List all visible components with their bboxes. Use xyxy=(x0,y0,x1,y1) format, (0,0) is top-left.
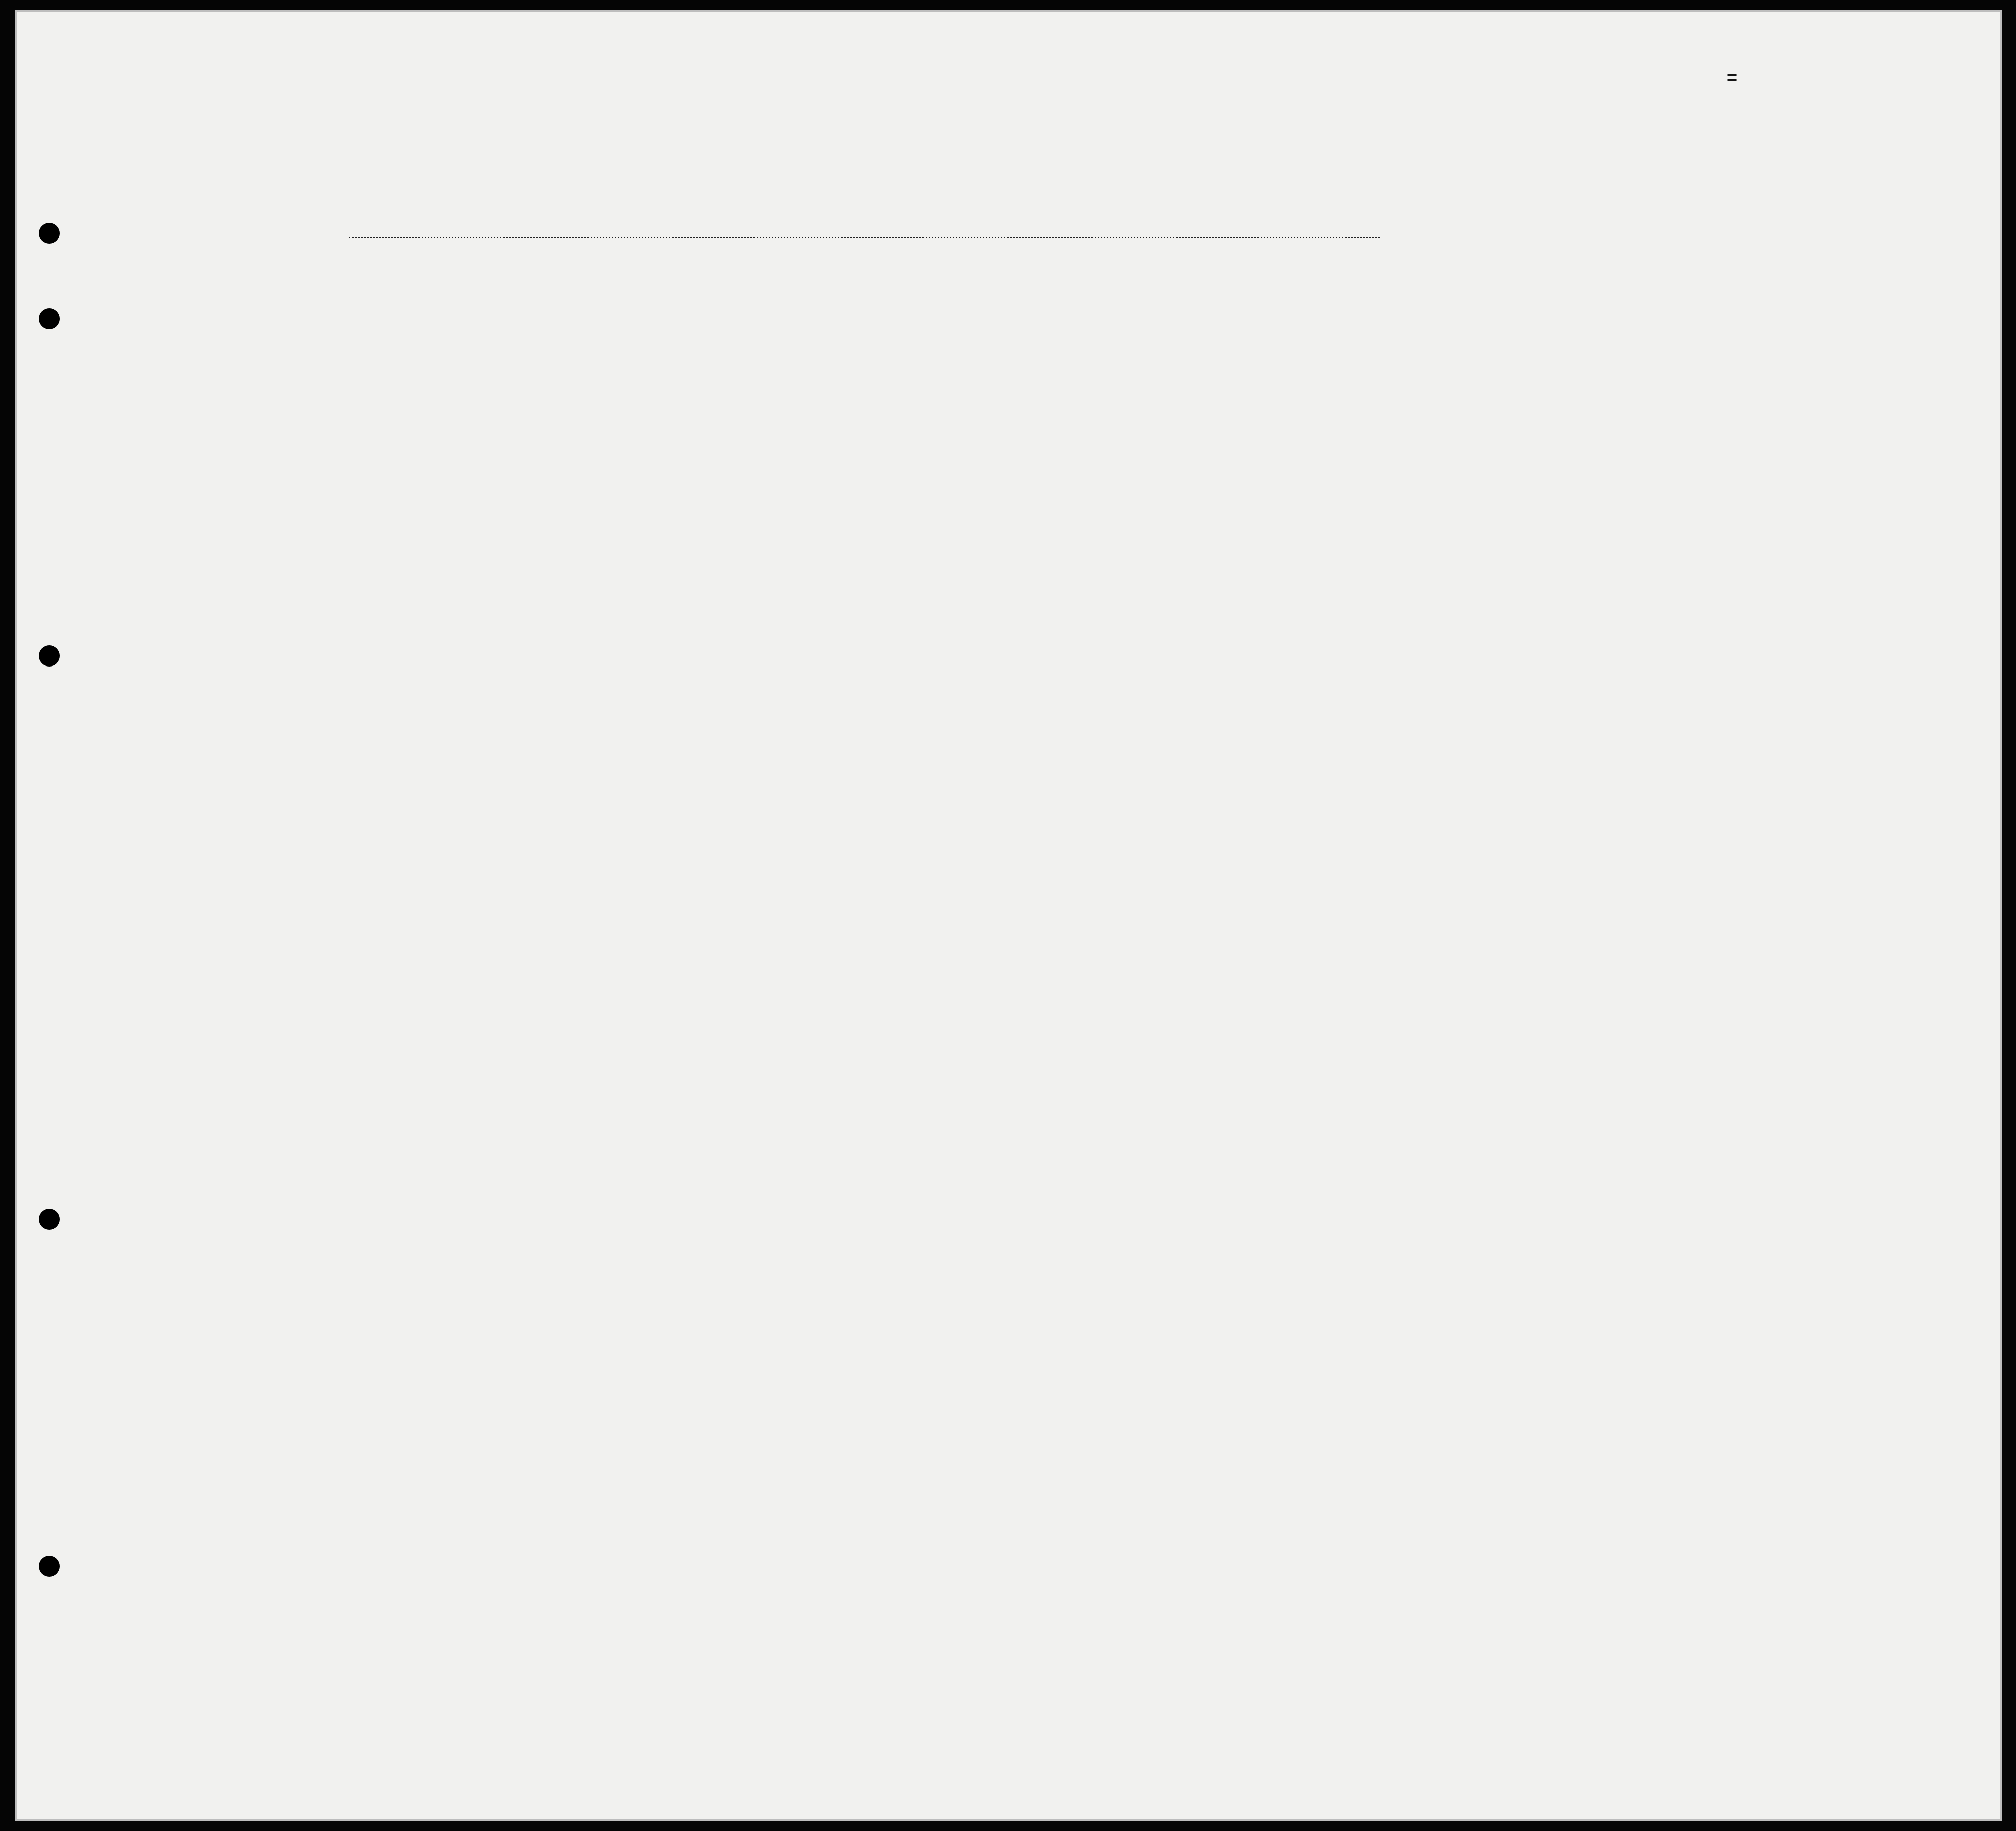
table-grid xyxy=(17,12,2002,1821)
manifest-sheet xyxy=(15,10,2002,1821)
list-label: = xyxy=(1727,67,1738,88)
